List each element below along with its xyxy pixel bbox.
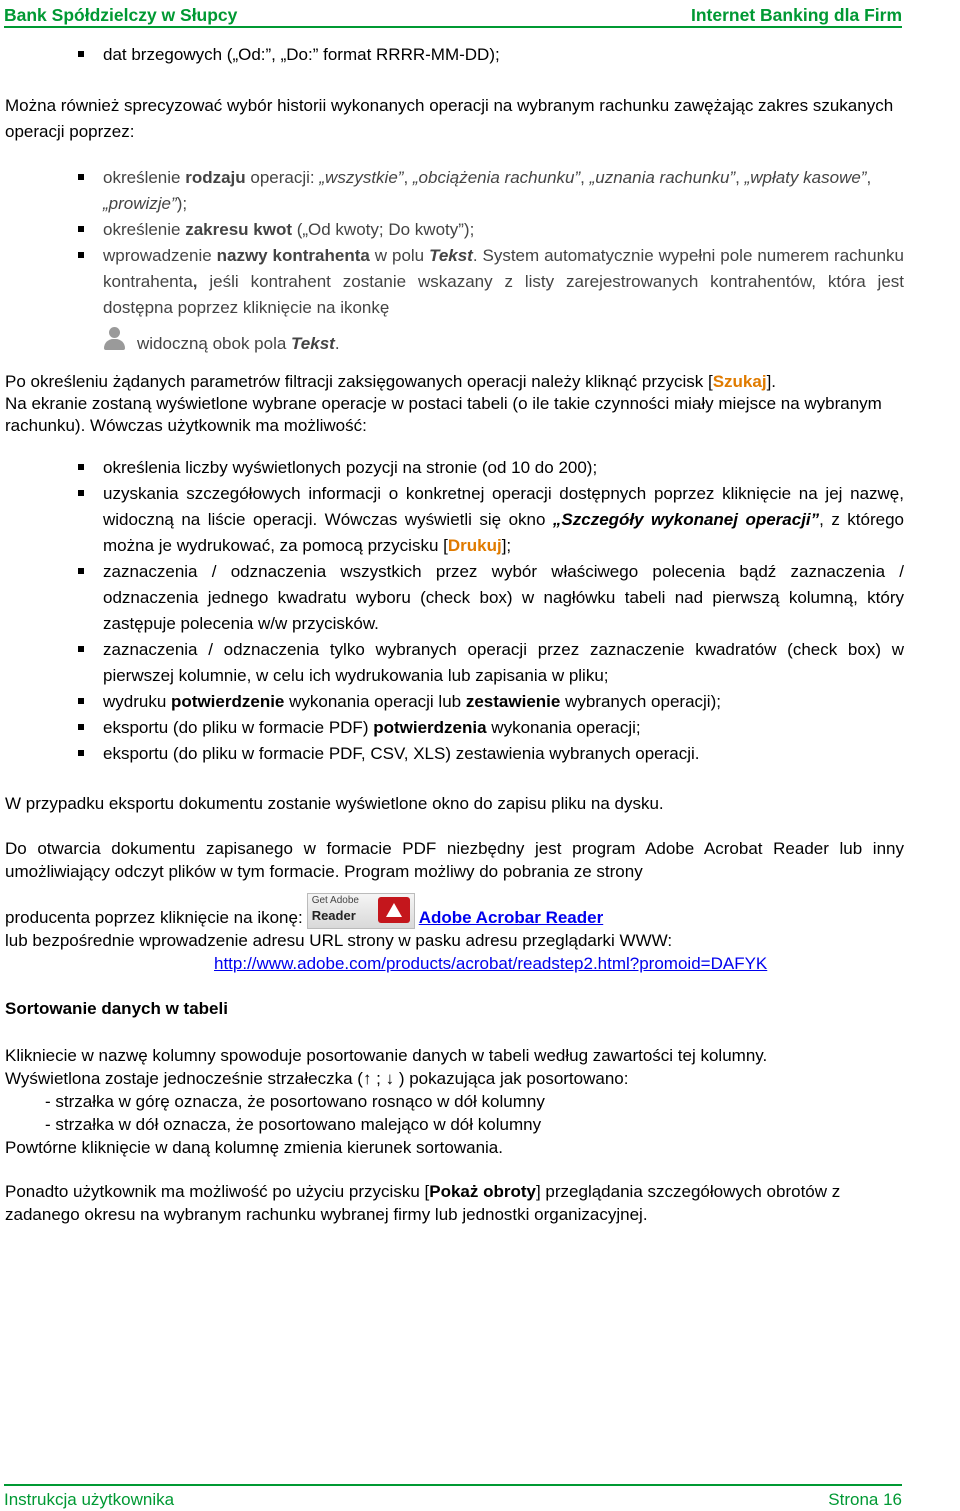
document-body: [5, 40, 904, 1226]
show-turnover-button-label: Pokaż obroty: [429, 1182, 536, 1201]
paragraph-sort-2: Wyświetlona zostaje jednocześnie strzałeczka (↑ ; ↓ ) pokazująca jak posortowano:: [5, 1069, 629, 1088]
list-item: zaznaczenia / odznaczenia wszystkich przez wybór właściwego polecenia bądź zaznaczenia / odznaczenia jednego kwadratu wyboru (check box) w nagłówku tabeli nad pierwszą kolumną, który zastępuje polecenia w/w przycisków.: [5, 559, 904, 637]
list-item: wprowadzenie nazwy kontrahenta w polu Tekst. System automatycznie wypełni pole numerem rachunku kontrahenta, jeśli kontrahent zostanie wskazany z listy zarejestrowanych kontrahentów, która jest dostępna poprzez kliknięcie na ikonkę widoczną obok pola Tekst.: [5, 243, 904, 357]
adobe-url-line: [5, 952, 904, 976]
paragraph-intro: Można również sprecyzować wybór historii wykonanych operacji na wybranym rachunku zawężając zakres szukanych operacji poprzez:: [5, 96, 894, 141]
paragraph-acrobat-icon: producenta poprzez kliknięcie na ikonę: Get Adobe Reader Adobe Acrobar Reader: [5, 895, 604, 927]
paragraph-turnover: Ponadto użytkownik ma możliwość po użyciu przycisku [Pokaż obroty] przeglądania szczegółowych obrotów z zadanego okresu na wybranym rachunku wybranej firmy lub jednostki organizacyjnej.: [5, 1182, 841, 1224]
paragraph-search: Po określeniu żądanych parametrów filtracji zaksięgowanych operacji należy kliknąć przycisk [Szukaj].: [5, 372, 777, 391]
paragraph-sort-3: - strzałka w górę oznacza, że posortowano rosnąco w dół kolumny: [45, 1092, 545, 1111]
paragraph-acrobat: Do otwarcia dokumentu zapisanego w formacie PDF niezbędny jest program Adobe Acrobat Reader lub inny umożliwiający odczyt plików w tym formacie. Program możliwy do pobrania ze strony: [5, 839, 904, 881]
page-header: [4, 2, 902, 28]
footer-manual-title: Instrukcja użytkownika: [4, 1490, 175, 1509]
paragraph-sort-1: Klikniecie w nazwę kolumny spowoduje posortowanie danych w tabeli według zawartości tej kolumny.: [5, 1046, 768, 1065]
page-footer: [4, 1484, 902, 1511]
filter-options-list: [5, 165, 904, 357]
list-item: określenie rodzaju operacji: „wszystkie”, „obciążenia rachunku”, „uznania rachunku”, „wpłaty kasowe”, „prowizje”);: [5, 165, 904, 217]
list-item: zaznaczenia / odznaczenia tylko wybranych operacji przez zaznaczenie kwadratów (check box) w pierwszej kolumnie, w celu ich wydrukowania lub zapisania w pliku;: [5, 637, 904, 689]
paragraph-sort-4: - strzałka w dół oznacza, że posortowano malejąco w dół kolumny: [45, 1115, 542, 1134]
date-bullet-list: [5, 42, 904, 68]
adobe-url-link[interactable]: http://www.adobe.com/products/acrobat/readstep2.html?promoid=DAFYK: [214, 954, 768, 973]
print-button-label: Drukuj: [447, 536, 502, 555]
adobe-reader-link[interactable]: Adobe Acrobar Reader: [418, 908, 604, 927]
list-item: wydruku potwierdzenie wykonania operacji lub zestawienie wybranych operacji);: [5, 689, 904, 715]
header-bank-name: Bank Spółdzielczy w Słupcy: [4, 5, 238, 25]
list-item: eksportu (do pliku w formacie PDF) potwierdzenia wykonania operacji;: [5, 715, 904, 741]
list-item: uzyskania szczegółowych informacji o konkretnej operacji dostępnych poprzez kliknięcie na jej nazwę, widoczną na liście operacji. Wówczas wyświetli się okno „Szczegóły wykonanej operacji”, z którego można je wydrukować, za pomocą przycisku [Drukuj];: [5, 481, 904, 559]
search-button-label: Szukaj: [712, 372, 767, 391]
paragraph-results: Na ekranie zostaną wyświetlone wybrane operacje w postaci tabeli (o ile takie czynności miały miejsce na wybranym rachunku). Wówczas użytkownik ma możliwość:: [5, 394, 882, 435]
list-item: określenie zakresu kwot („Od kwoty; Do kwoty”);: [5, 217, 904, 243]
section-heading-sorting: Sortowanie danych w tabeli: [5, 999, 228, 1018]
list-item: dat brzegowych („Od:”, „Do:” format RRRR-MM-DD);: [5, 42, 904, 68]
contractor-person-icon[interactable]: [103, 327, 125, 351]
user-options-list: [5, 455, 904, 767]
list-item: eksportu (do pliku w formacie PDF, CSV, XLS) zestawienia wybranych operacji.: [5, 741, 904, 767]
paragraph-sort-5: Powtórne kliknięcie w daną kolumnę zmienia kierunek sortowania.: [5, 1138, 503, 1157]
footer-page-number: Strona 16: [828, 1490, 902, 1509]
header-product-name: Internet Banking dla Firm: [691, 5, 902, 25]
paragraph-url-hint: lub bezpośrednie wprowadzenie adresu URL strony w pasku adresu przeglądarki WWW:: [5, 931, 673, 950]
get-adobe-reader-icon[interactable]: Get Adobe Reader: [307, 893, 415, 929]
list-item: określenia liczby wyświetlonych pozycji na stronie (od 10 do 200);: [5, 455, 904, 481]
paragraph-export: W przypadku eksportu dokumentu zostanie wyświetlone okno do zapisu pliku na dysku.: [5, 794, 664, 813]
